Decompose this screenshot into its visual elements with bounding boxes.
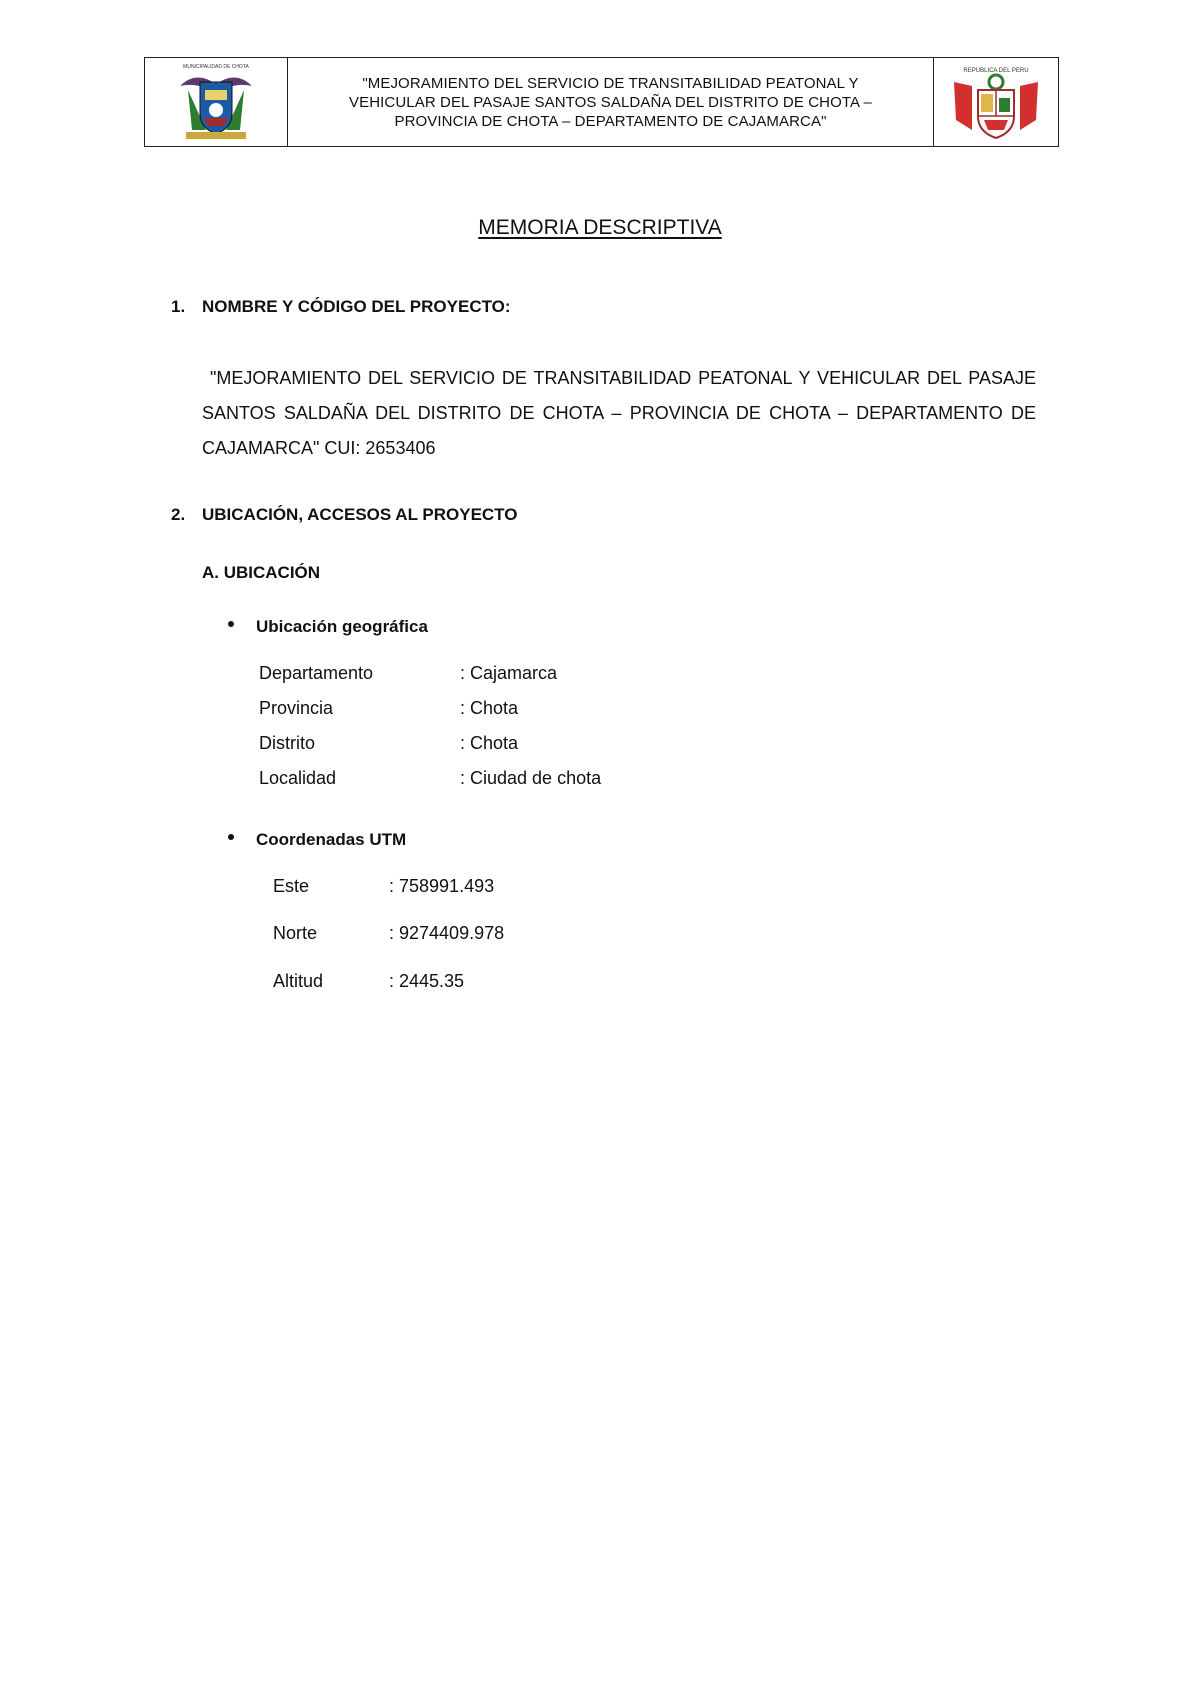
subsection-ubicacion: A. UBICACIÓN (202, 563, 321, 582)
section-1-heading (171, 297, 511, 317)
geo-label: Localidad (259, 768, 337, 788)
geo-row (259, 768, 601, 789)
left-logo-cell (145, 58, 288, 146)
section-1-title: NOMBRE Y CÓDIGO DEL PROYECTO: (202, 297, 511, 316)
utm-value: : 758991.493 (389, 876, 495, 896)
utm-title: Coordenadas UTM (256, 830, 407, 849)
header-title-line: PROVINCIA DE CHOTA – DEPARTAMENTO DE CAJAMARCA" (394, 112, 827, 130)
bullet-icon (228, 621, 234, 627)
municipal-coat-of-arms-icon (176, 60, 256, 144)
utm-value: : 2445.35 (389, 971, 465, 991)
header-title-line: VEHICULAR DEL PASAJE SANTOS SALDAÑA DEL DISTRITO DE CHOTA – (349, 93, 872, 111)
right-logo-text: REPUBLICA DEL PERU (963, 68, 1029, 74)
section-2-heading (171, 505, 517, 525)
right-logo-cell (933, 58, 1058, 146)
geo-label: Departamento (259, 663, 374, 683)
utm-value: : 9274409.978 (389, 923, 505, 943)
section-1-number: 1. (171, 297, 186, 316)
utm-row (273, 923, 504, 944)
geo-location-heading (228, 617, 428, 637)
utm-label: Este (273, 876, 310, 896)
geo-label: Distrito (259, 733, 316, 753)
section-2-number: 2. (171, 505, 186, 524)
geo-value: : Chota (460, 733, 519, 753)
geo-row (259, 698, 518, 719)
geo-label: Provincia (259, 698, 334, 718)
utm-label: Altitud (273, 971, 324, 991)
utm-heading (228, 830, 406, 850)
utm-row (273, 971, 464, 992)
left-logo-text: MUNICIPALIDAD DE CHOTA (183, 64, 249, 70)
project-name-paragraph: "MEJORAMIENTO DEL SERVICIO DE TRANSITABILIDAD PEATONAL Y VEHICULAR DEL PASAJE SANTOS SALDAÑA DEL DISTRITO DE CHOTA – PROVINCIA DE CHOTA – DEPARTAMENTO DE CAJAMARCA" CUI: 2653406 (202, 368, 1036, 458)
bullet-icon (228, 834, 234, 840)
geo-row (259, 733, 518, 754)
geo-row (259, 663, 557, 684)
section-2-title: UBICACIÓN, ACCESOS AL PROYECTO (202, 505, 518, 524)
header-title-line: "MEJORAMIENTO DEL SERVICIO DE TRANSITABILIDAD PEATONAL Y (362, 74, 859, 92)
header-table (144, 57, 1059, 147)
geo-value: : Chota (460, 698, 519, 718)
peru-coat-of-arms-icon (948, 60, 1044, 144)
geo-value: : Cajamarca (460, 663, 558, 683)
geo-value: : Ciudad de chota (460, 768, 602, 788)
header-title (288, 58, 933, 146)
utm-row (273, 876, 494, 897)
geo-location-title: Ubicación geográfica (256, 617, 428, 636)
document-title: MEMORIA DESCRIPTIVA (478, 216, 722, 239)
utm-label: Norte (273, 923, 318, 943)
